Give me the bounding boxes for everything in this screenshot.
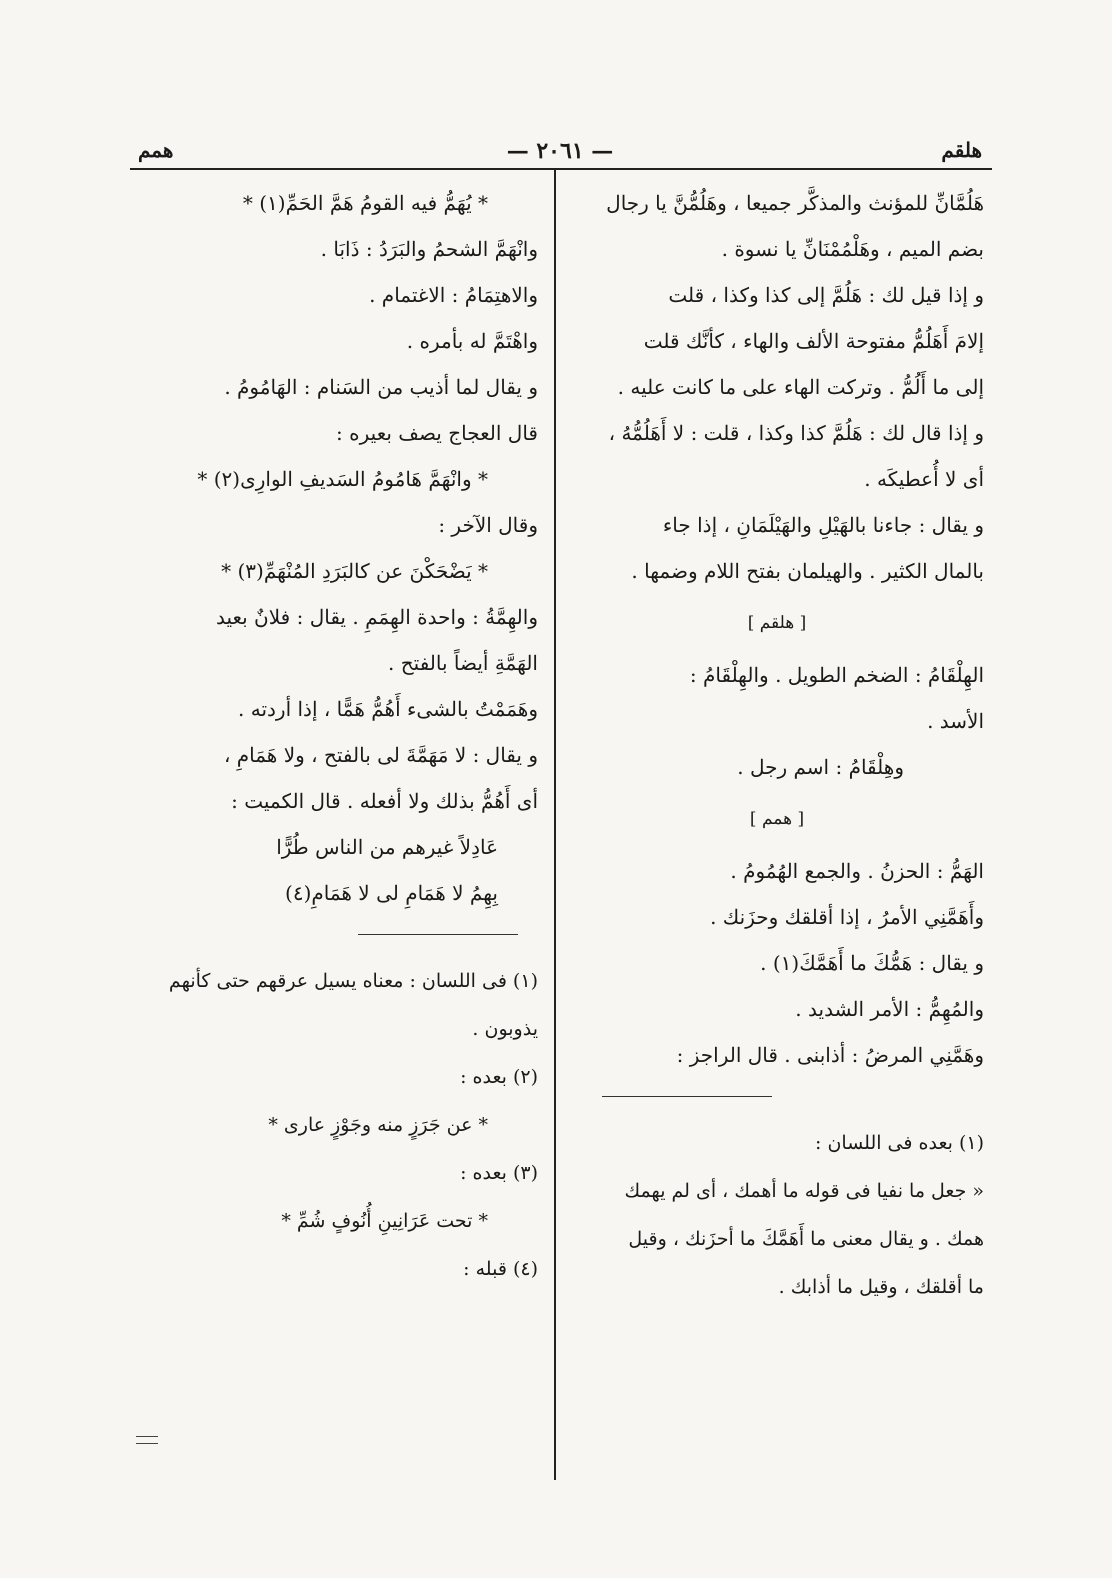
footnote-line: همك . و يقال معنى ما أَهَمَّكَ ما أحزَنك ، وقيل <box>628 1228 984 1250</box>
footnote-line: « جعل ما نفيا فى قوله ما أهمك ، أى لم يهمك <box>624 1180 984 1202</box>
header-next-root: همم <box>138 138 174 162</box>
text-line: وأَهَمَّنِي الأمرُ ، إذا أقلقك وحزَنك . <box>710 905 984 929</box>
text-line: و يقال : جاءنا بالهَيْلِ والهَيْلَمَانِ ، إذا جاء <box>662 513 984 537</box>
text-line: و إذا قال لك : هَلُمَّ كذا وكذا ، قلت : لا أَهَلُمُّهُ ، <box>608 421 984 445</box>
text-line: الهَمَّةِ أيضاً بالفتح . <box>388 651 538 675</box>
text-line: والاهتِمَامُ : الاغتمام . <box>369 283 538 307</box>
footnote-line: (١) فى اللسان : معناه يسيل عرقهم حتى كأنهم <box>168 970 538 992</box>
header-rule <box>130 168 992 170</box>
margin-mark <box>136 1436 158 1444</box>
entry-heading-hmm: [ همم ] <box>749 809 805 829</box>
header-root-word: هلقم <box>941 138 982 162</box>
text-line: إلى ما أَلُمُّ . وتركت الهاء على ما كانت عليه . <box>617 375 984 399</box>
verse-line: عَادِلاً غيرهم من الناس طُرًّا <box>276 835 498 859</box>
footnote-line: (١) بعده فى اللسان : <box>815 1132 984 1154</box>
text-line: وهَمَمْتُ بالشىء أَهُمُّ هَمًّا ، إذا أردته . <box>238 697 538 721</box>
left-column <box>140 180 538 1293</box>
verse-line: * يُهَمُّ فيه القومُ هَمَّ الحَمِّ(١) * <box>242 191 488 215</box>
text-line: هَلُمَّانِّ للمؤنث والمذكَّر جميعا ، وهَلُمُّنَّ يا رجال <box>606 191 984 215</box>
footnote-line: (٤) قبله : <box>463 1258 538 1280</box>
verse-line: * وانْهَمَّ هَامُومُ السَديفِ الوارِى(٢) * <box>197 467 488 491</box>
text-line: أى لا أُعطيكَه . <box>864 467 984 491</box>
text-line: و يقال : لا مَهَمَّةَ لى بالفتح ، ولا هَمَامِ ، <box>223 743 538 767</box>
text-line: الهِلْقَامُ : الضخم الطويل . والهِلْقَامُ : <box>689 663 984 687</box>
text-line: قال العجاج يصف بعيره : <box>336 421 538 445</box>
footnote-rule <box>358 934 518 935</box>
footnote-verse: * عن جَرَزٍ منه وجَوْزٍ عارى * <box>268 1114 488 1136</box>
text-line: والهِمَّةُ : واحدة الهِمَمِ . يقال : فلانٌ بعيد <box>215 605 538 629</box>
footnote-rule <box>602 1096 772 1097</box>
text-line: بضم الميم ، وهَلْمُمْنَانِّ يا نسوة . <box>721 237 984 261</box>
text-line: الأسد . <box>927 709 984 733</box>
page-number: — ٢٠٦١ — <box>506 138 614 164</box>
footnote-line: يذوبون . <box>472 1018 538 1040</box>
text-line: وهِلْقَامُ : اسم رجل . <box>737 755 904 779</box>
text-line: و يقال : هَمُّكَ ما أَهَمَّكَ(١) . <box>760 951 984 975</box>
text-line: وانْهَمَّ الشحمُ والبَرَدُ : ذَابَا . <box>320 237 538 261</box>
text-line: بالمال الكثير . والهيلمان بفتح اللام وضمها . <box>631 559 984 583</box>
footnote-line: (٣) بعده : <box>460 1162 538 1184</box>
text-line: وقال الآخر : <box>438 513 538 537</box>
text-line: وهَمَّنِي المرضُ : أذابنى . قال الراجز : <box>676 1043 984 1067</box>
text-line: واهْتَمَّ له بأمره . <box>406 329 538 353</box>
footnote-line: (٢) بعده : <box>460 1066 538 1088</box>
right-column <box>570 180 984 1311</box>
footnote-line: ما أقلقك ، وقيل ما أذابك . <box>778 1276 984 1298</box>
text-line: و إذا قيل لك : هَلُمَّ إلى كذا وكذا ، قلت <box>668 283 984 307</box>
footnote-verse: * تحت عَرَانِينِ أُنُوفٍ شُمِّ * <box>281 1210 488 1232</box>
text-line: أى أَهُمُّ بذلك ولا أفعله . قال الكميت : <box>231 789 538 813</box>
text-line: الهَمُّ : الحزنُ . والجمع الهُمُومُ . <box>730 859 984 883</box>
page-header <box>138 138 982 168</box>
verse-line: * يَضْحَكْنَ عن كالبَرَدِ المُنْهَمِّ(٣) * <box>221 559 488 583</box>
column-divider <box>554 170 556 1480</box>
text-line: والمُهِمُّ : الأمر الشديد . <box>795 997 984 1021</box>
text-line: إلامَ أَهَلُمُّ مفتوحة الألف والهاء ، كأنَّك قلت <box>643 329 984 353</box>
entry-heading-hlqm: [ هلقم ] <box>747 613 807 633</box>
verse-line: بِهِمُ لا هَمَامِ لى لا هَمَامِ(٤) <box>285 881 498 905</box>
text-line: و يقال لما أذيب من السَنام : الهَامُومُ . <box>224 375 538 399</box>
